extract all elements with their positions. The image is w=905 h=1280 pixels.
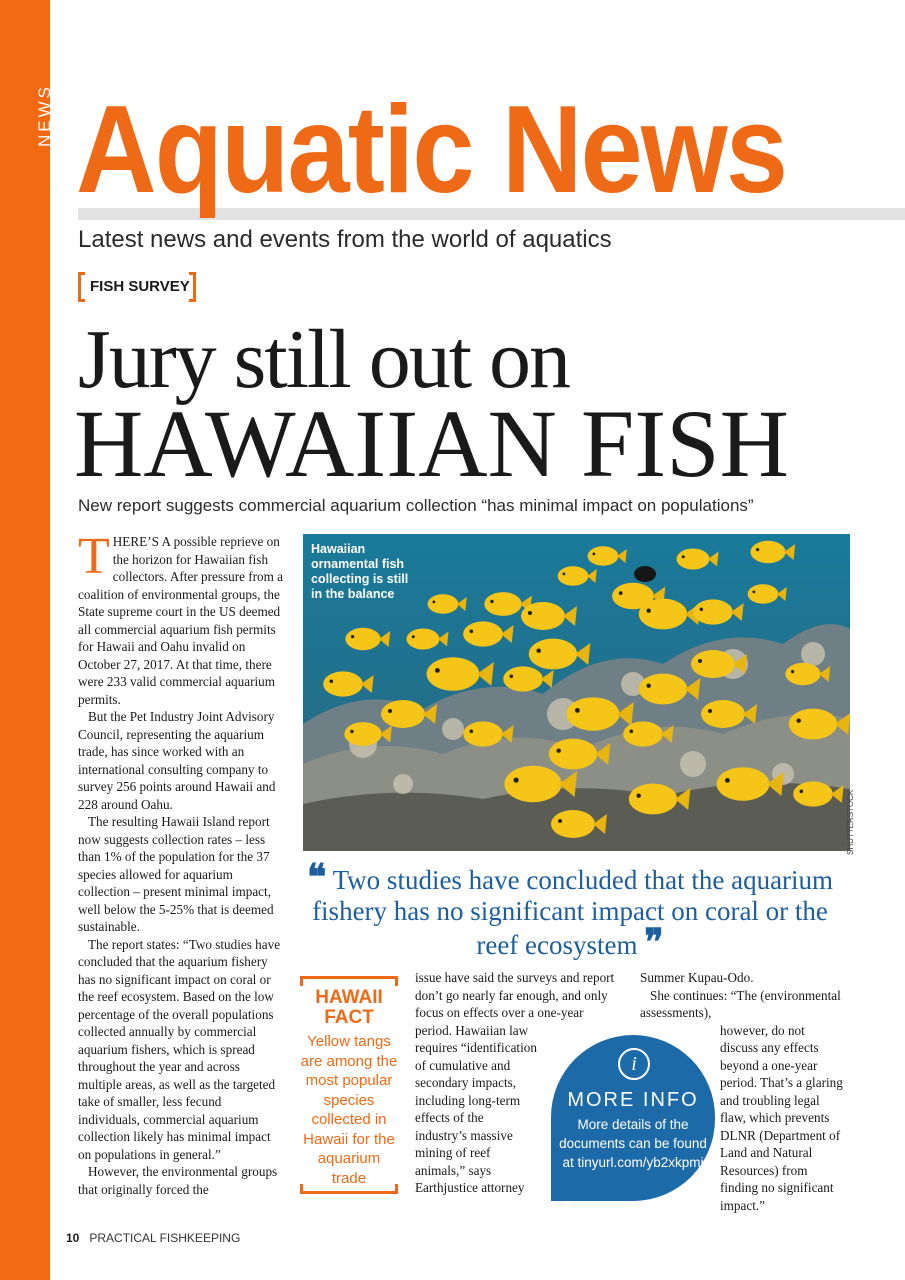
article-paragraph: However, the environmental groups that originally forced the <box>78 1164 278 1197</box>
paragraph-text: HERE’S A possible reprieve on the horizon for Hawaiian fish collectors. After pressure from a coalition of environmental groups, the State supreme court in the US deemed all commercial aquarium fish permits for Hawaii and Oahu invalid on October 27, 2017. At that time, there were 233 valid commercial aquarium permits. <box>78 534 284 707</box>
more-info-panel <box>551 1035 715 1201</box>
fact-box <box>300 976 398 1194</box>
section-label-text: FISH SURVEY <box>90 278 190 295</box>
article-paragraph: Summer Kupau-Odo. <box>640 970 754 985</box>
article-paragraph: But the Pet Industry Joint Advisory Council, representing the aquarium trade, has since worked with an international consulting company to survey 256 points around Hawaii and 228 around Oahu. <box>78 709 276 812</box>
headline-line-2: HAWAIIAN FISH <box>74 390 789 497</box>
more-info-body: More details of the documents can be found at tinyurl.com/yb2xkpmj <box>559 1117 707 1170</box>
masthead-title: Aquatic News <box>76 81 787 219</box>
section-tab-label: NEWS <box>35 84 54 147</box>
fact-box-title: HAWAII FACT <box>315 987 383 1028</box>
photo-caption: Hawaiian ornamental fish collecting is still in the balance <box>311 542 409 601</box>
publication-name: PRACTICAL FISHKEEPING <box>89 1231 241 1245</box>
fact-box-top-bracket <box>300 976 398 986</box>
masthead-tagline: Latest news and events from the world of aquatics <box>78 226 612 253</box>
photo-credit: SHUTTERSTOCK <box>846 789 855 855</box>
fact-box-body: Yellow tangs are among the most popular species collected in Hawaii for the aquarium trade <box>300 1033 398 1187</box>
open-quote-icon: ❝ <box>306 857 327 897</box>
page-footer <box>66 1231 240 1245</box>
section-bracket-left <box>78 272 85 302</box>
section-label <box>78 272 196 302</box>
standfirst: New report suggests commercial aquarium collection “has minimal impact on populations” <box>78 496 754 515</box>
pull-quote-text: Two studies have concluded that the aquarium fishery has no significant impact on coral or the reef ecosystem <box>312 865 834 960</box>
section-bracket-right <box>189 272 196 302</box>
article-paragraph: The resulting Hawaii Island report now suggests collection rates – less than 1% of the population for the 37 species allowed for aquarium collection – present minimal impact, well below the 5-25% that is deemed sustainable. <box>78 814 274 934</box>
fact-box-bottom-bracket <box>300 1184 398 1194</box>
article-paragraph: The report states: “Two studies have concluded that the aquarium fishery has no significant impact on coral or the reef ecosystem. Based on the low percentage of the overall populations collected annually by commercial aquarium fishers, which is spread throughout the year and across multiple areas, as well as the targeted take of smaller, less fecund individuals, commercial aquarium collection likely has minimal impact on populations in general.” <box>78 936 281 1162</box>
close-quote-icon: ❞ <box>644 922 664 962</box>
more-info-title: MORE INFO <box>567 1089 699 1111</box>
article-paragraph <box>78 528 286 708</box>
article-paragraph-continued: however, do not discuss any effects beyond a one-year period. That’s a glaring and troubling legal flaw, which prevents DLNR (Department of Land and Natural Resources) from finding no significant impact.” <box>720 1022 843 1213</box>
info-icon: i <box>618 1048 650 1080</box>
page-number: 10 <box>66 1231 80 1245</box>
headline-line-1: Jury still out on <box>78 313 570 406</box>
article-paragraph-continued: requires “identification of cumulative and secondary impacts, including long-term effects of the industry’s massive mining of reef animals,” says Earthjustice attorney <box>415 1040 537 1195</box>
drop-cap: T <box>78 528 110 585</box>
article-paragraph: issue have said the surveys and report don’t go nearly far enough, and only focus on effects over a one-year period. Hawaiian law <box>415 970 615 1038</box>
article-paragraph: She continues: “The (environmental assessments), <box>640 987 841 1020</box>
side-bar <box>0 0 54 1280</box>
article-column-1 <box>78 528 286 1198</box>
pull-quote <box>300 857 840 962</box>
